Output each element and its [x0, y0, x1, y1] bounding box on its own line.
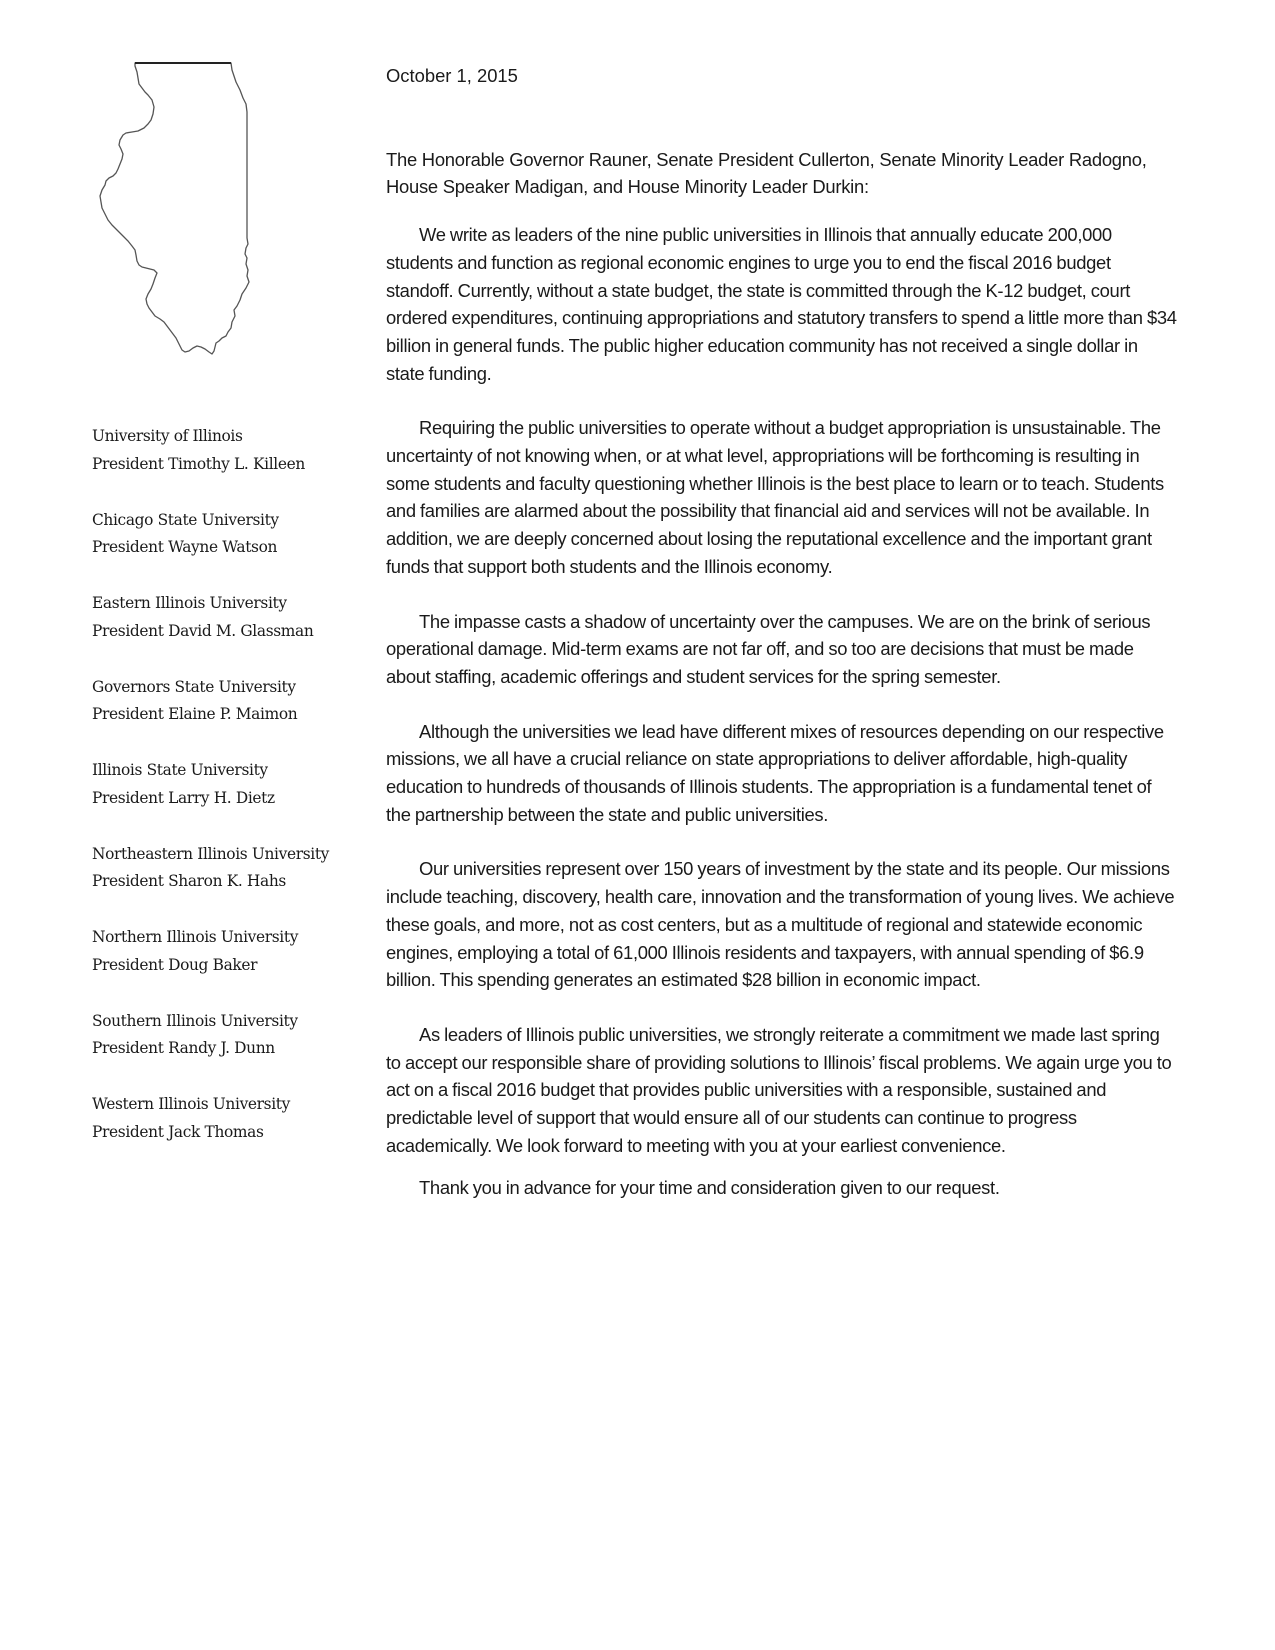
letter-salutation: The Honorable Governor Rauner, Senate President Cullerton, Senate Minority Leader Radogno, House Speaker Madigan, and House Minority Leader Durkin:	[386, 148, 1147, 198]
university-name: Governors State University	[92, 677, 296, 696]
university-name: Northern Illinois University	[92, 928, 299, 946]
letter-paragraph: The impasse casts a shadow of uncertainty over the campuses. We are on the brink of serious operational damage. Mid-term exams are not far off, and so too are decisions that must be made about staffing, academic offerings and student services for the spring semester.	[386, 610, 1151, 687]
president-name: President Larry H. Dietz	[92, 788, 275, 807]
signatory-item	[92, 590, 362, 645]
university-name: Eastern Illinois University	[92, 594, 287, 612]
letter-date: October 1, 2015	[386, 65, 518, 86]
president-name: President David M. Glassman	[92, 621, 314, 640]
signatory-item	[92, 757, 362, 812]
letter-paragraph: Our universities represent over 150 years of investment by the state and its people. Our missions include teaching, discovery, health care, innovation and the transformation of young lives. We achieve these goals, and more, not as cost centers, but as a multitude of regional and statewide economic engines, employing a total of 61,000 Illinois residents and taxpayers, with annual spending of $6.9 billion. This spending generates an estimated $28 billion in economic impact.	[386, 858, 1175, 991]
university-name: Chicago State University	[92, 510, 279, 529]
letter-paragraph: Requiring the public universities to operate without a budget appropriation is unsustainable. The uncertainty of not knowing when, or at what level, appropriations will be forthcoming is resulting in some students and faculty questioning whether Illinois is the best place to learn or to teach. Students and families are alarmed about the possibility that financial aid and services will not be available. In addition, we are deeply concerned about losing the reputational excellence and the important grant funds that support both students and the Illinois economy.	[386, 417, 1164, 577]
signatory-item	[92, 841, 362, 896]
illinois-map-icon	[88, 60, 258, 360]
university-name: Northeastern Illinois University	[92, 844, 330, 863]
president-name: President Doug Baker	[92, 955, 258, 974]
letter-paragraph: As leaders of Illinois public universities, we strongly reiterate a commitment we made last spring to accept our responsible share of providing solutions to Illinois’ fiscal problems. We again urge you to act on a fiscal 2016 budget that provides public universities with a responsible, sustained and predictable level of support that would ensure all of our students can continue to progress academically. We look forward to meeting with you at your earliest convenience.	[386, 1023, 1172, 1156]
president-name: President Jack Thomas	[92, 1122, 264, 1141]
letter-body	[386, 62, 1178, 1202]
university-name: University of Illinois	[92, 427, 243, 445]
president-name: President Randy J. Dunn	[92, 1039, 275, 1057]
illinois-outline	[100, 63, 249, 354]
signatory-item	[92, 1091, 362, 1146]
president-name: President Wayne Watson	[92, 538, 278, 556]
letter-closing: Thank you in advance for your time and consideration given to our request.	[419, 1177, 1000, 1199]
letter-paragraph: Although the universities we lead have different mixes of resources depending on our respective missions, we all have a crucial reliance on state appropriations to deliver affordable, high-quality education to hundreds of thousands of Illinois students. The appropriation is a fundamental tenet of the partnership between the state and public universities.	[386, 720, 1164, 825]
president-name: President Sharon K. Hahs	[92, 872, 286, 890]
signatory-item	[92, 507, 362, 562]
letter-paragraph: We write as leaders of the nine public universities in Illinois that annually educate 200,000 students and function as regional economic engines to urge you to end the fiscal 2016 budget standoff. Currently, without a state budget, the state is committed through the K-12 budget, court ordered expenditures, continuing appropriations and statutory transfers to spend a little more than $34 billion in general funds. The public higher education community has not received a single dollar in state funding.	[386, 224, 1177, 384]
signatory-item	[92, 674, 362, 729]
president-name: President Elaine P. Maimon	[92, 705, 298, 723]
signatory-item	[92, 423, 362, 478]
university-name: Illinois State University	[92, 761, 268, 779]
president-name: President Timothy L. Killeen	[92, 454, 305, 473]
signatory-item	[92, 924, 362, 979]
university-name: Western Illinois University	[92, 1095, 290, 1113]
university-name: Southern Illinois University	[92, 1011, 298, 1030]
signatories-list	[92, 423, 362, 1175]
signatory-item	[92, 1008, 362, 1063]
